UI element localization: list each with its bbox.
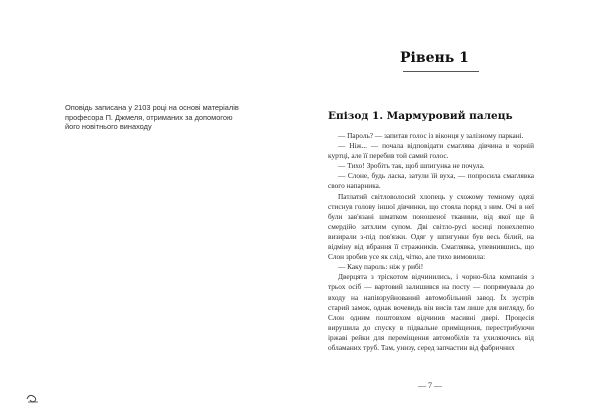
note-line: його новітнього винаходу <box>65 122 152 132</box>
level-title: Рівень 1 <box>400 50 469 66</box>
paragraph: — Тихо! Зробіть так, щоб шпигунка не почула. <box>338 161 485 171</box>
paragraph: — Слоне, будь ласка, затули їй вуха, — попросила смаглявка свого напарника. <box>328 171 534 191</box>
paragraph: — Каку пароль: ніж у рибі! <box>338 262 424 272</box>
title-underline <box>403 71 479 72</box>
paragraph: — Пароль? — запитав голос із віконця у залізному паркані. <box>338 131 524 140</box>
note-line: професора П. Джмеля, отриманих за допомогою <box>65 112 233 122</box>
page-number: — 7 — <box>418 381 442 390</box>
note-line: Оповідь записана у 2103 році на основі матеріалів <box>65 103 239 112</box>
paragraph: Дверцята з тріскотом відчинились, і чорно-біла компанія з трьох осіб — вартовий залишився на посту — попрямувала до входу на напівзруйнований автомобільний завод. Їх зустрів старий замок, однак вочевидь він висів там лише для вигляду, бо Слон одним поштовхом відчинив масивні двері. Процесія вирушила до спуску в підвальне приміщення, перестрибуючи іржаві рейки для переміщення автомобілів та ухиляючись від обламаних труб. Там, унизу, серед запчастин від фабричних <box>328 272 534 352</box>
left-page-note <box>65 103 275 132</box>
episode-title: Епізод 1. Мармуровий палець <box>328 110 513 122</box>
paragraph: Патлатий світловолосий хлопець у схожому темному одязі стиснув голову іншої дівчинки, що стояла поряд з ним. Очі в неї були зав'язані шматком поношеної тканини, від якої ще й смердійо затхлим супом. Дві світло-русі косиці понехлепно визирали з-під пов'язки. Одяг у шпигунки був весь білий, на відміну від вбрання її стражників. Смаглявка, упевнившись, що Слон зробив усе як слід, чітко, але тихо вимовила: <box>328 191 534 262</box>
paragraph: — Ніж... — почала відповідати смаглява дівчина в чорній куртці, але її перебив той самий голос. <box>328 141 534 161</box>
body-text <box>328 131 534 353</box>
swirl-icon <box>26 393 40 403</box>
